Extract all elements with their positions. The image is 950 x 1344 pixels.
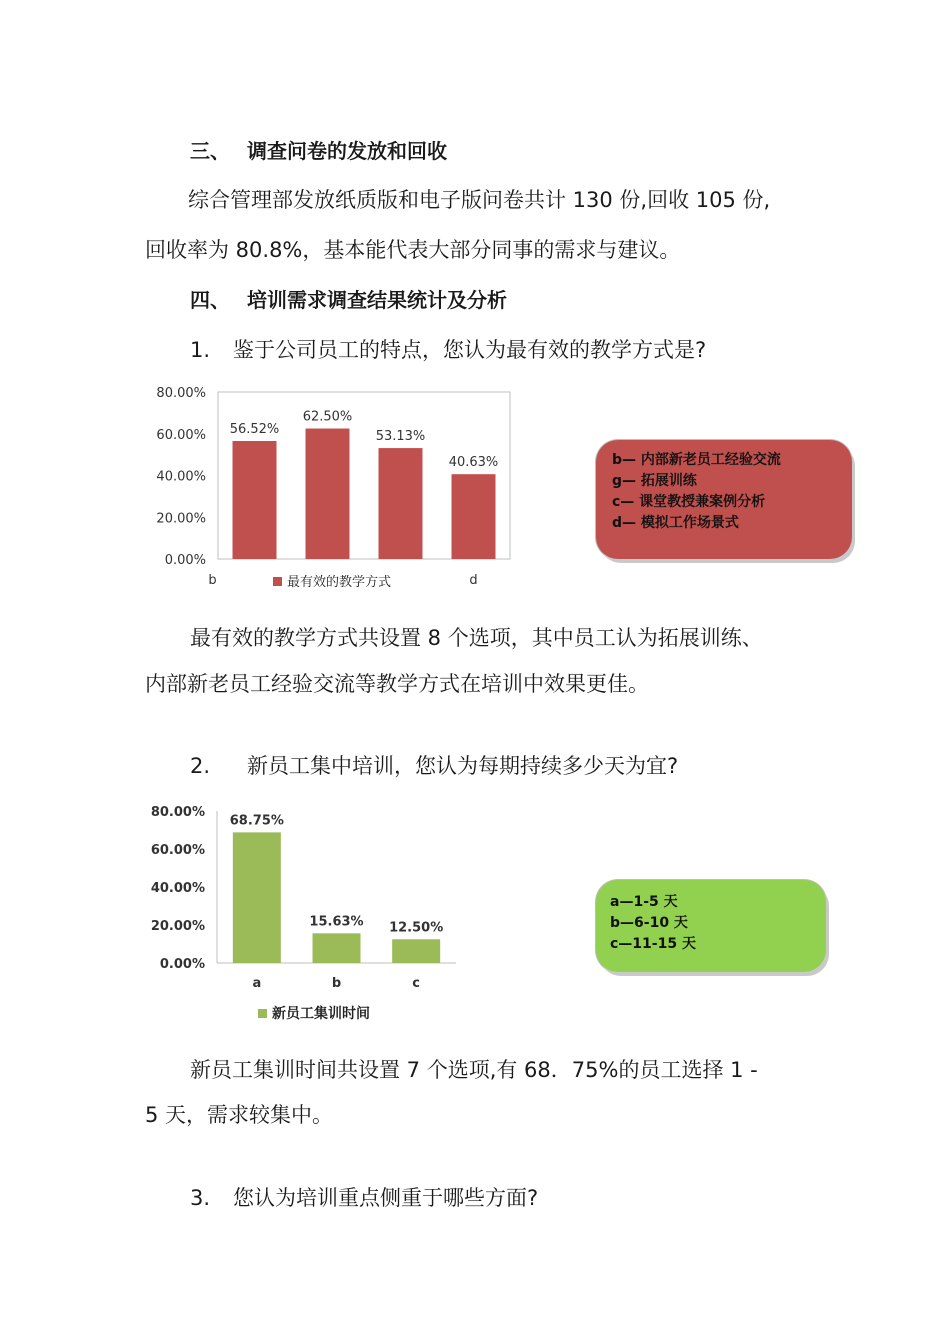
chart-teaching-methods (140, 378, 540, 598)
y-tick-label: 60.00% (156, 427, 206, 443)
x-tick-label: d (469, 573, 478, 588)
bar (233, 441, 277, 559)
question-number: 2. (190, 754, 211, 778)
legend-note-line: g— 拓展训练 (612, 473, 697, 489)
y-tick-label: 0.00% (159, 957, 205, 972)
legend-note-line: c—11-15 天 (610, 936, 696, 952)
section-heading: 调查问卷的发放和回收 (247, 139, 447, 163)
x-tick-label: c (412, 976, 421, 991)
y-tick-label: 80.00% (150, 805, 205, 820)
y-tick-label: 20.00% (156, 511, 206, 527)
data-label: 15.63% (309, 914, 364, 930)
y-tick-label: 40.00% (150, 881, 205, 896)
paragraph-line: 新员工集训时间共设置 7 个选项,有 68．75%的员工选择 1 - (190, 1058, 758, 1082)
section-number: 三、 (190, 139, 230, 163)
section-heading: 培训需求调查结果统计及分析 (247, 288, 507, 312)
paragraph-line: 内部新老员工经验交流等教学方式在培训中效果更佳。 (145, 672, 649, 696)
chart-training-duration (140, 796, 470, 1028)
paragraph-line: 5 天，需求较集中。 (145, 1103, 334, 1127)
question-text: 新员工集中培训，您认为每期持续多少天为宜? (247, 754, 679, 778)
bar (452, 474, 496, 559)
bar (392, 939, 440, 963)
question-text: 您认为培训重点侧重于哪些方面? (233, 1186, 539, 1210)
x-tick-label: a (252, 976, 262, 991)
section-number: 四、 (190, 288, 230, 312)
y-tick-label: 20.00% (150, 919, 205, 934)
data-label: 12.50% (389, 920, 444, 936)
y-tick-label: 60.00% (150, 843, 205, 858)
question-number: 3. (190, 1186, 211, 1210)
data-label: 68.75% (229, 813, 284, 829)
legend-note-line: d— 模拟工作场景式 (612, 515, 739, 531)
bar (306, 429, 350, 559)
legend-label: 新员工集训时间 (272, 1006, 370, 1022)
data-label: 40.63% (448, 455, 499, 471)
data-label: 53.13% (375, 429, 426, 445)
bar (379, 448, 423, 559)
data-label: 56.52% (229, 422, 280, 438)
legend-swatch (258, 1009, 267, 1018)
legend-note-line: a—1-5 天 (610, 894, 678, 910)
legend-label: 最有效的教学方式 (287, 575, 392, 590)
y-tick-label: 0.00% (164, 553, 206, 568)
legend-note-box (596, 440, 852, 559)
legend-swatch (273, 577, 282, 586)
question-text: 鉴于公司员工的特点，您认为最有效的教学方式是? (233, 338, 707, 362)
bar (233, 832, 281, 963)
question-number: 1. (190, 338, 211, 362)
y-tick-label: 40.00% (156, 469, 206, 485)
bar (313, 933, 361, 963)
data-label: 62.50% (302, 409, 353, 425)
x-tick-label: b (331, 976, 342, 991)
paragraph-line: 回收率为 80.8%，基本能代表大部分同事的需求与建议。 (145, 238, 681, 262)
legend-note-line: c— 课堂教授兼案例分析 (612, 494, 766, 510)
legend-note-line: b— 内部新老员工经验交流 (612, 452, 781, 468)
legend-note-line: b—6-10 天 (610, 915, 688, 931)
paragraph-line: 最有效的教学方式共设置 8 个选项，其中员工认为拓展训练、 (190, 626, 763, 650)
paragraph-line: 综合管理部发放纸质版和电子版问卷共计 130 份,回收 105 份, (188, 188, 771, 212)
legend-note-box (596, 880, 826, 972)
x-tick-label: b (208, 573, 217, 588)
y-tick-label: 80.00% (156, 386, 206, 401)
